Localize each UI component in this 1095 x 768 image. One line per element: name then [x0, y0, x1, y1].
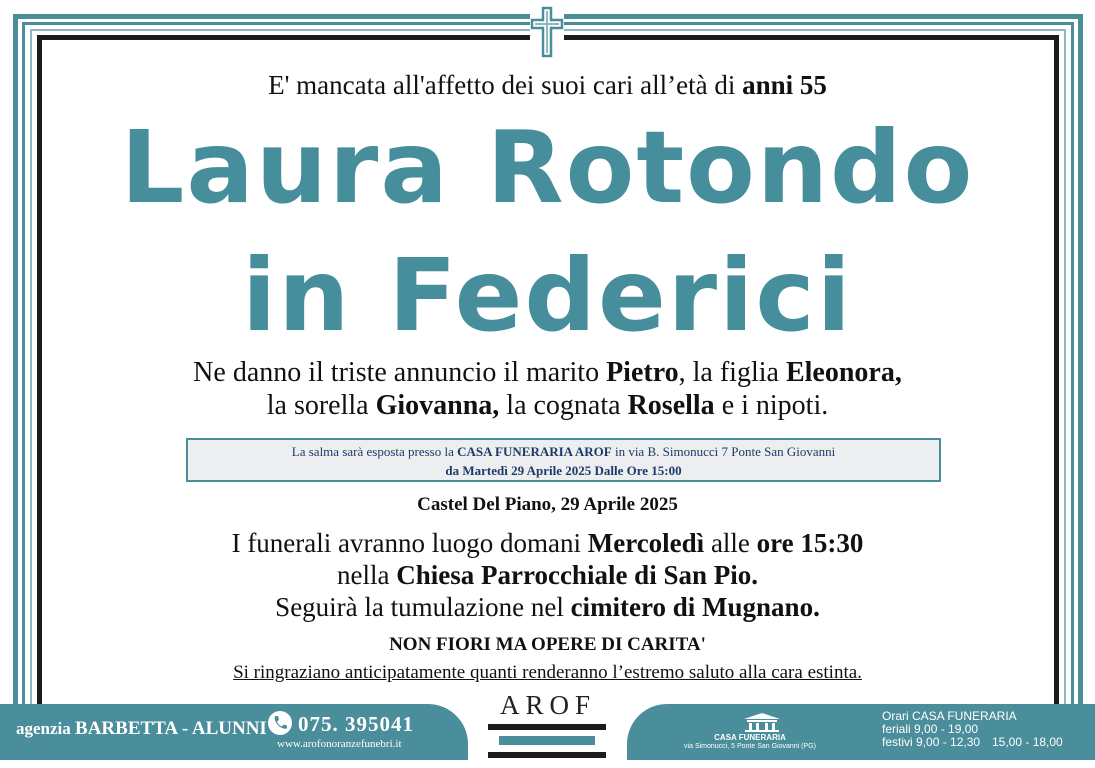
viewing-line-2 — [188, 461, 939, 480]
daughter-name: Eleonora, — [785, 357, 902, 388]
viewing-text: La salma sarà esposta presso la — [291, 444, 458, 459]
announcement-line-2 — [0, 389, 1095, 422]
sister-in-law-name: Rosella — [627, 390, 715, 421]
building-icon — [740, 711, 784, 733]
age: anni 55 — [742, 70, 827, 100]
intro-text: E' mancata all'affetto dei suoi cari all’età di — [268, 70, 736, 100]
logo-bar-bottom — [488, 752, 606, 758]
church-name: Chiesa Parrocchiale di San Pio. — [396, 560, 758, 590]
agency-prefix: agenzia — [16, 719, 71, 738]
deceased-name: Laura Rotondo — [120, 109, 975, 226]
logo-bar-top — [488, 724, 606, 730]
funeral-text: Seguirà la tumulazione nel — [275, 592, 571, 622]
funeral-text: alle — [704, 528, 757, 558]
no-flowers — [0, 634, 1095, 656]
phone-number — [298, 712, 414, 737]
announcement-text: la sorella — [266, 390, 376, 421]
intro-line — [0, 70, 1095, 101]
arof-logo-text: AROF — [499, 690, 597, 720]
footer-funeral-home-band — [627, 704, 1095, 760]
funeral-home-title: CASA FUNERARIA — [714, 733, 786, 742]
hours-afternoon: 15,00 - 18,00 — [992, 735, 1063, 749]
announcement-line-1 — [0, 356, 1095, 389]
funeral-text: nella — [337, 560, 397, 590]
hours-holiday: festivi 9,00 - 12,30 — [882, 735, 981, 749]
viewing-address: in via B. Simonucci 7 Ponte San Giovanni — [611, 444, 836, 459]
announcement-text: , la figlia — [678, 357, 786, 388]
website: www.arofonoranzefunebri.it — [277, 738, 402, 750]
viewing-line-1 — [188, 442, 939, 461]
funeral-home-name: CASA FUNERARIA AROF — [457, 444, 612, 459]
deceased-married-name: in Federici — [242, 237, 853, 354]
place-date-text: Castel Del Piano, 29 Aprile 2025 — [417, 494, 678, 515]
funeral-line-2 — [0, 559, 1095, 591]
announcement-text: Ne danno il triste annuncio il marito — [193, 357, 607, 388]
announcement — [0, 356, 1095, 422]
announcement-text: la cognata — [499, 390, 628, 421]
sister-name: Giovanna, — [375, 390, 500, 421]
funeral-line-1 — [0, 527, 1095, 559]
logo-bar-middle — [499, 736, 595, 745]
thanks-line: Si ringraziano anticipatamente quanti renderanno l’estremo saluto alla cara estinta. — [233, 662, 862, 683]
place-date — [0, 494, 1095, 516]
phone-icon — [268, 711, 292, 735]
viewing-info-box — [186, 438, 941, 482]
funeral-home-address: via Simonucci, 5 Ponte San Giovanni (PG) — [684, 743, 816, 750]
no-flowers-text: NON FIORI MA OPERE DI CARITA' — [389, 634, 706, 655]
funeral-info — [0, 527, 1095, 623]
agency-name: BARBETTA - ALUNNI — [75, 718, 267, 739]
hours-title: Orari CASA FUNERARIA — [882, 709, 1017, 723]
phone-text: 075. 395041 — [298, 712, 414, 736]
husband-name: Pietro — [606, 357, 679, 388]
viewing-datetime: da Martedì 29 Aprile 2025 Dalle Ore 15:00 — [445, 463, 682, 478]
cross-icon — [530, 6, 564, 58]
announcement-text: e i nipoti. — [714, 390, 829, 421]
agency-label — [16, 718, 267, 740]
funeral-text: I funerali avranno luogo domani — [231, 528, 588, 558]
funeral-line-3 — [0, 591, 1095, 623]
funeral-day: Mercoledì — [587, 528, 705, 558]
cemetery-name: cimitero di Mugnano. — [570, 592, 820, 622]
hours-weekday: feriali 9,00 - 19,00 — [882, 722, 979, 736]
funeral-time: ore 15:30 — [756, 528, 864, 558]
